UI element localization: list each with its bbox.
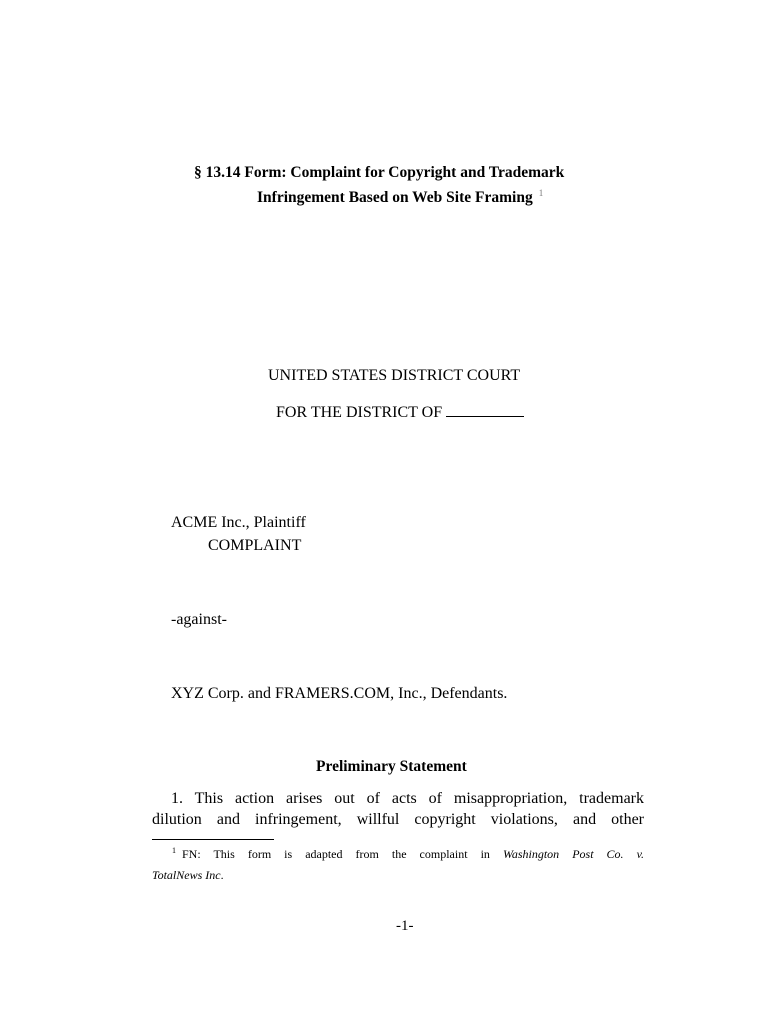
document-type-label: COMPLAINT	[208, 537, 302, 554]
form-heading-line2	[257, 188, 543, 207]
footnote-text-end: .	[220, 868, 224, 882]
against-label: -against-	[171, 611, 227, 628]
footnote-text: FN: This form is adapted from the complaint in	[182, 847, 490, 861]
footnote-line	[152, 846, 644, 862]
court-district	[276, 404, 524, 422]
paragraph-line	[152, 790, 644, 808]
footnote-reference[interactable]: 1	[538, 188, 544, 198]
district-blank-line	[446, 404, 524, 417]
defendants-name: XYZ Corp. and FRAMERS.COM, Inc., Defendants.	[171, 685, 508, 702]
form-heading-line1: § 13.14 Form: Complaint for Copyright and Trademark	[194, 164, 565, 181]
footnote-case-name: Washington Post Co. v.	[502, 847, 645, 861]
court-name: UNITED STATES DISTRICT COURT	[268, 367, 521, 384]
paragraph-line: dilution and infringement, willful copyright violations, and other	[152, 811, 644, 828]
footnote-case-name-cont: TotalNews Inc	[152, 868, 221, 882]
footnote-divider	[152, 839, 274, 840]
footnote-line	[152, 868, 644, 883]
section-title: Preliminary Statement	[316, 758, 467, 775]
court-district-text: FOR THE DISTRICT OF	[276, 404, 443, 421]
form-heading-line2-text: Infringement Based on Web Site Framing	[257, 189, 533, 207]
footnote-number: 1	[172, 846, 176, 855]
plaintiff-name: ACME Inc., Plaintiff	[171, 514, 306, 531]
paragraph-line1-text: 1. This action arises out of acts of misappropriation, trademark	[171, 790, 644, 807]
page-number: -1-	[396, 918, 414, 934]
